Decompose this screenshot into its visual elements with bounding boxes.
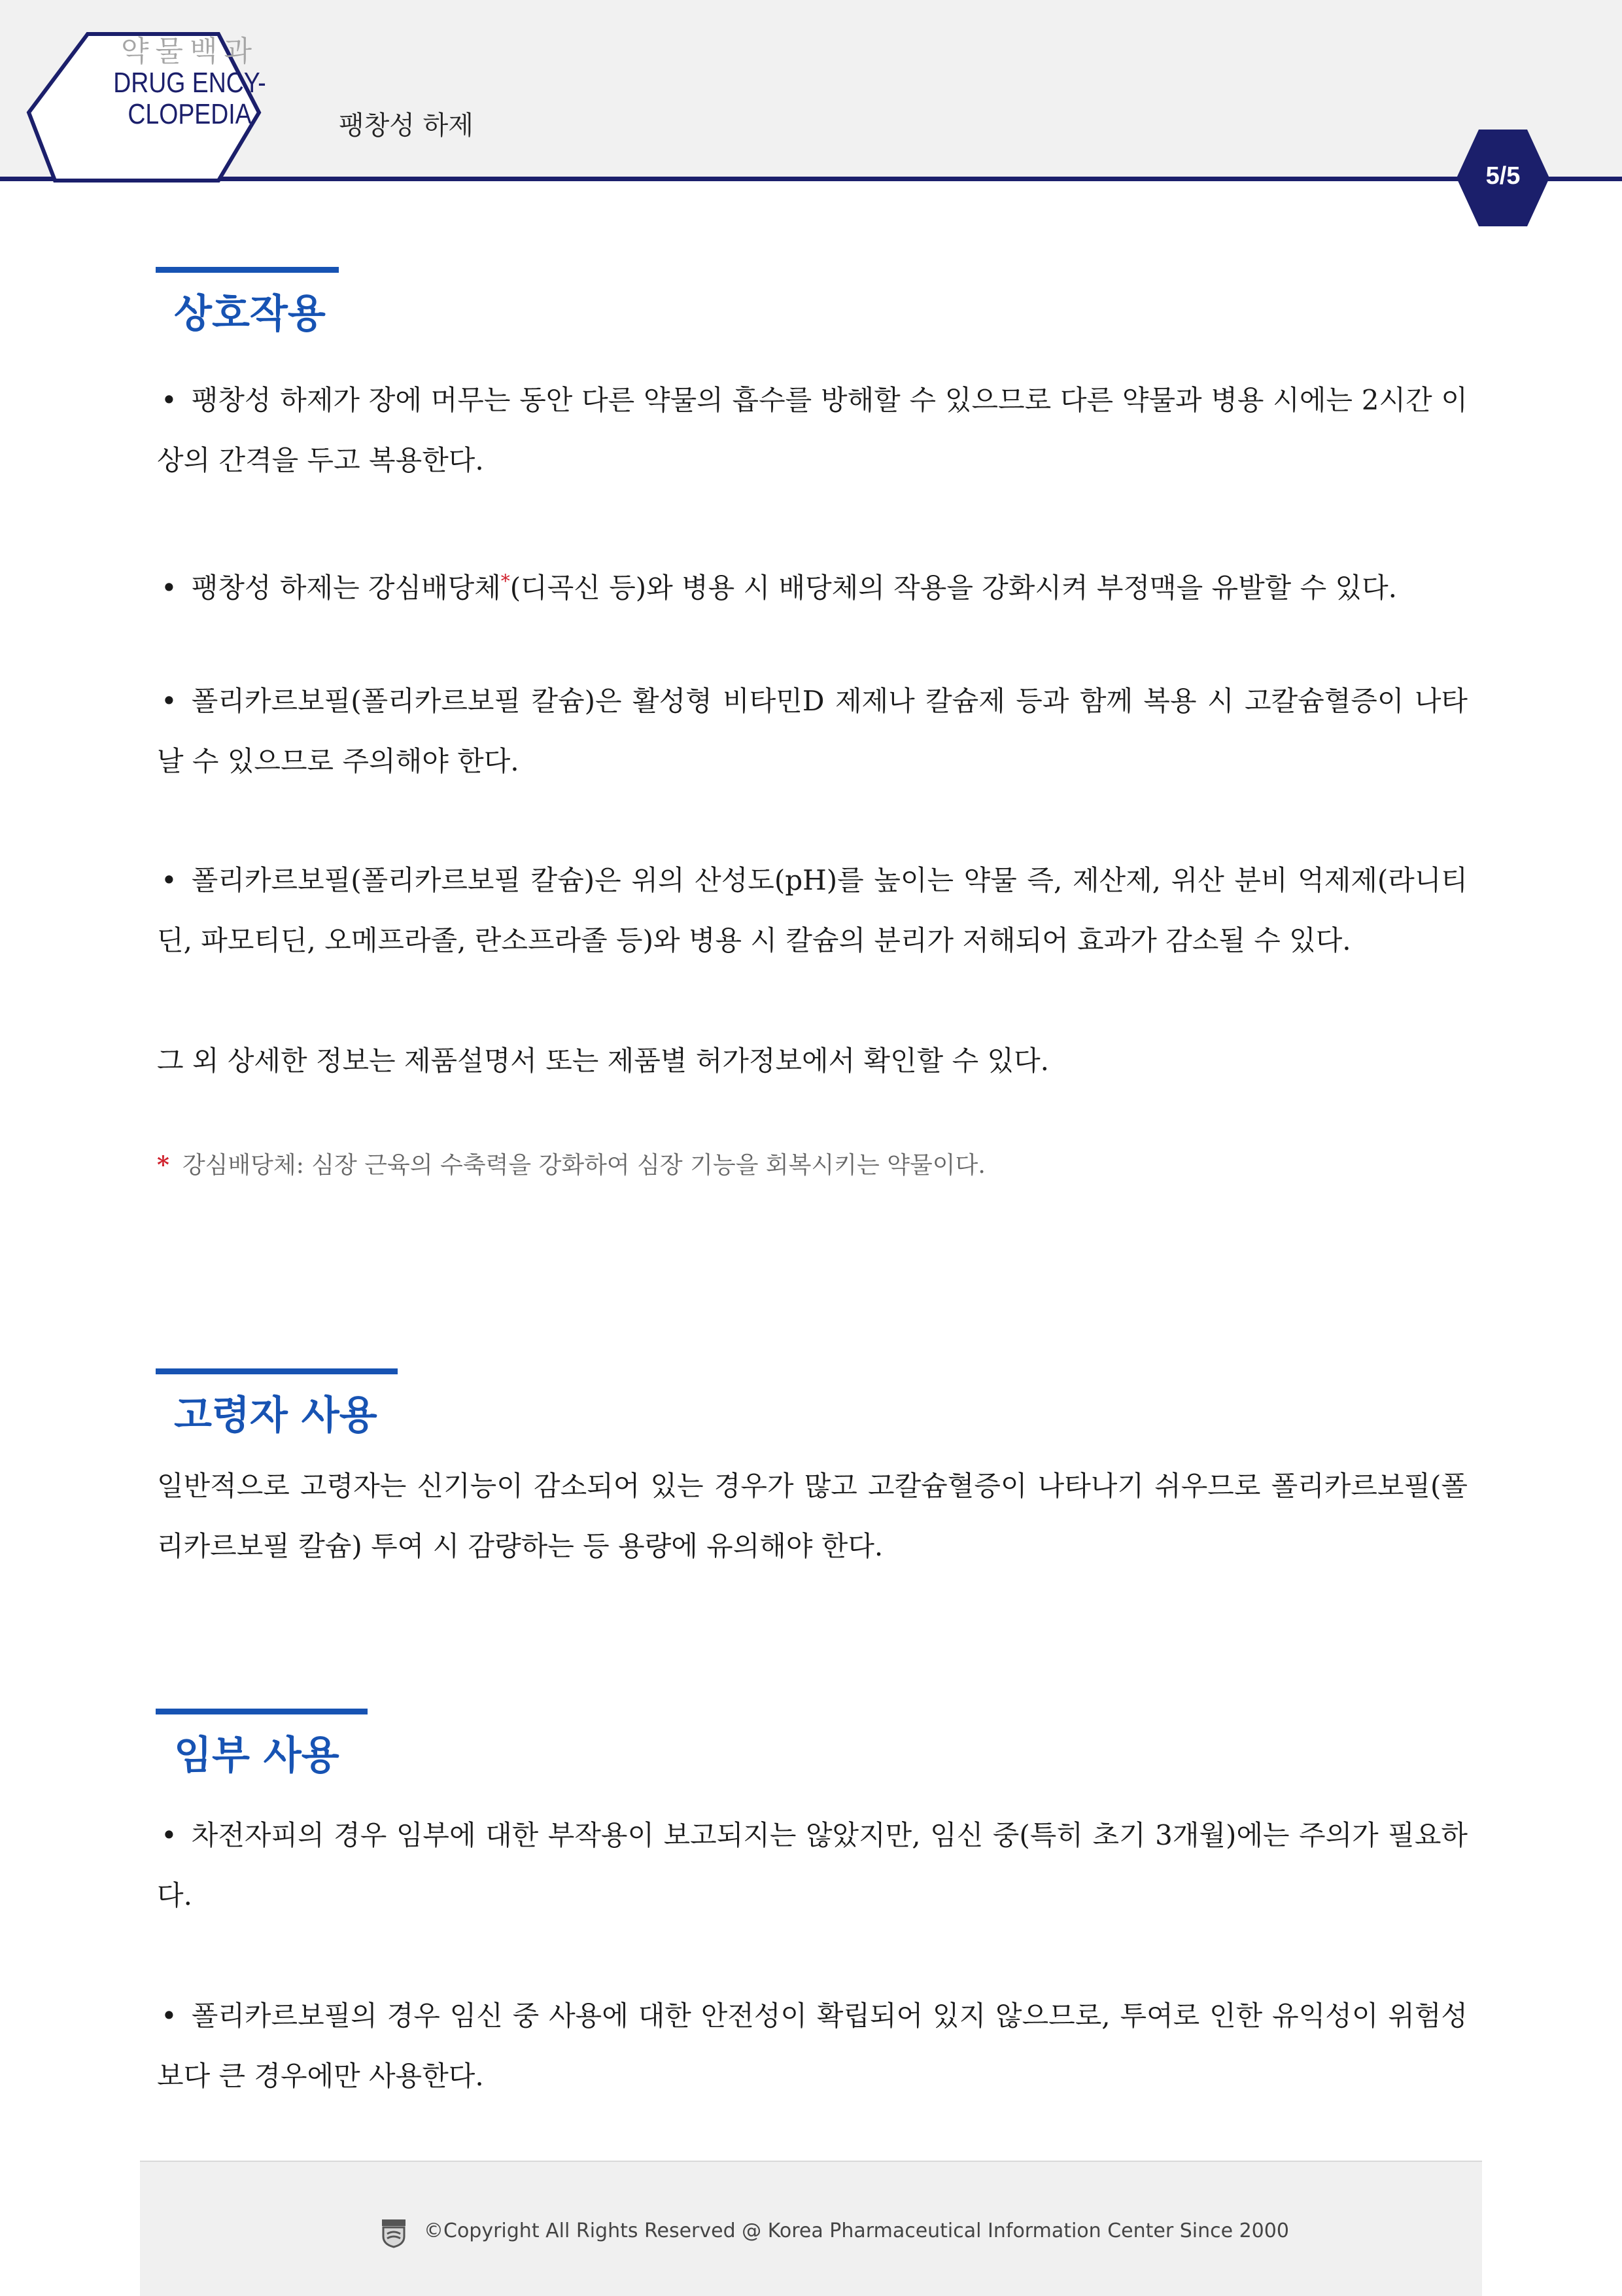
bullet-icon: • [161, 685, 177, 717]
section-bar-interactions [156, 267, 339, 273]
document-title: 팽창성 하제 [339, 111, 474, 141]
footer [140, 2161, 1482, 2296]
pregnancy-item-1: • 차전자피의 경우 임부에 대한 부작용이 보고되지는 않았지만, 임신 중(특히 초기 3개월)에는 주의가 필요하다. [157, 1819, 1468, 1911]
logo [0, 0, 340, 190]
footnote-star: * [157, 1151, 169, 1179]
interaction-extra-info: 그 외 상세한 정보는 제품설명서 또는 제품별 허가정보에서 확인할 수 있다. [157, 1045, 1050, 1077]
bullet-icon: • [161, 864, 177, 896]
section-title-pregnancy: 임부 사용 [174, 1733, 339, 1779]
bullet-icon: • [161, 572, 177, 604]
logo-english-line2: CLOPEDIA [128, 98, 252, 130]
bullet-icon: • [161, 1819, 177, 1851]
section-bar-elderly [156, 1368, 398, 1374]
logo-english-line1: DRUG ENCY- [113, 67, 266, 99]
interaction-item-1: • 팽창성 하제가 장에 머무는 동안 다른 약물의 흡수를 방해할 수 있으므로 다른 약물과 병용 시에는 2시간 이상의 간격을 두고 복용한다. [157, 384, 1468, 476]
shield-logo-icon [381, 2218, 407, 2248]
bullet-icon: • [161, 384, 177, 416]
section-title-elderly: 고령자 사용 [174, 1393, 377, 1438]
section-title-interactions: 상호작용 [174, 291, 326, 337]
footnote: * 강심배당체: 심장 근육의 수축력을 강화하여 심장 기능을 회복시키는 약물이다. [157, 1151, 986, 1179]
interaction-item-2: • 팽창성 하제는 강심배당체*(디곡신 등)와 병용 시 배당체의 작용을 강화시켜 부정맥을 유발할 수 있다. [161, 570, 1397, 604]
logo-korean: 약물백과 [120, 35, 258, 67]
bullet-icon: • [161, 2000, 177, 2032]
footnote-marker: * [500, 570, 510, 592]
copyright-text: ©Copyright All Rights Reserved @ Korea Pharmaceutical Information Center Since 2000 [424, 2219, 1289, 2242]
interaction-item-3: • 폴리카르보필(폴리카르보필 칼슘)은 활성형 비타민D 제제나 칼슘제 등과 함께 복용 시 고칼슘혈증이 나타날 수 있으므로 주의해야 한다. [157, 685, 1468, 777]
elderly-text: 일반적으로 고령자는 신기능이 감소되어 있는 경우가 많고 고칼슘혈증이 나타나기 쉬우므로 폴리카르보필(폴리카르보필 칼슘) 투여 시 감량하는 등 용량에 유의해야 한다. [157, 1470, 1468, 1562]
interaction-item-4: • 폴리카르보필(폴리카르보필 칼슘)은 위의 산성도(pH)를 높이는 약물 즉, 제산제, 위산 분비 억제제(라니티딘, 파모티딘, 오메프라졸, 란소프라졸 등)와 병용 시 칼슘의 분리가 저해되어 효과가 감소될 수 있다. [157, 864, 1468, 956]
pregnancy-item-2: • 폴리카르보필의 경우 임신 중 사용에 대한 안전성이 확립되어 있지 않으므로, 투여로 인한 유익성이 위험성보다 큰 경우에만 사용한다. [157, 2000, 1468, 2092]
page-number-badge [1455, 128, 1551, 228]
page-number: 5/5 [1485, 162, 1521, 190]
section-bar-pregnancy [156, 1709, 368, 1714]
